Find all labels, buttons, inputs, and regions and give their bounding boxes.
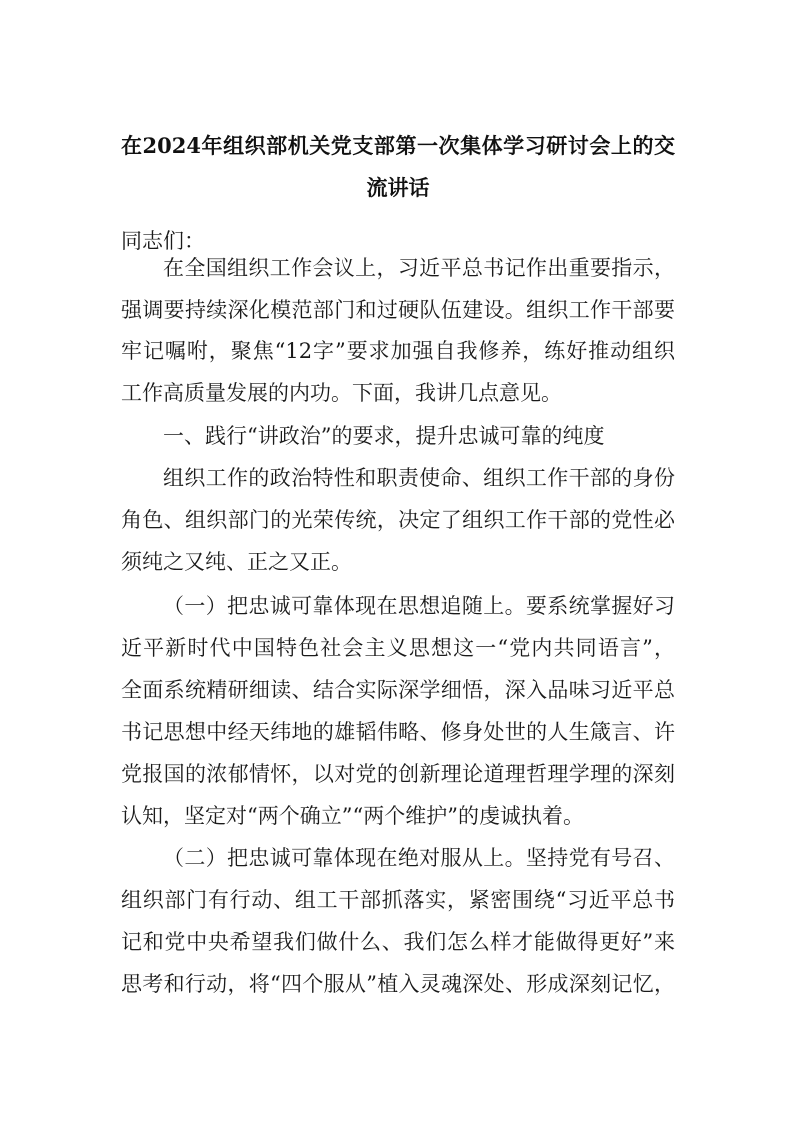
paragraph-line: （二）把忠诚可靠体现在绝对服从上。坚持党有号召、 (163, 846, 675, 870)
paragraph-line: 党报国的浓郁情怀，以对党的创新理论道理哲理学理的深刻 (121, 762, 675, 786)
paragraph-line: 角色、组织部门的光荣传统，决定了组织工作干部的党性必 (121, 508, 675, 532)
document-title-line: 在2024年组织部机关党支部第一次集体学习研讨会上的交 (121, 133, 675, 158)
salutation: 同志们： (121, 229, 205, 253)
paragraph-line: 记和党中央希望我们做什么、我们怎么样才能做得更好”来 (121, 930, 675, 954)
paragraph-line: 组织部门有行动、组工干部抓落实，紧密围绕“习近平总书 (121, 888, 675, 912)
paragraph-line: 工作高质量发展的内功。下面，我讲几点意见。 (121, 381, 562, 405)
paragraph-line: 认知，坚定对“两个确立”“两个维护”的虔诚执着。 (121, 804, 584, 828)
document-title-line: 流讲话 (366, 175, 430, 200)
paragraph-line: 全面系统精研细读、结合实际深学细悟，深入品味习近平总 (121, 678, 675, 702)
paragraph-line: 组织工作的政治特性和职责使命、组织工作干部的身份 (163, 466, 675, 490)
paragraph-line: 思考和行动，将“四个服从”植入灵魂深处、形成深刻记忆， (121, 972, 675, 996)
paragraph-line: 须纯之又纯、正之又正。 (121, 550, 352, 574)
section-heading: 一、践行“讲政治”的要求，提升忠诚可靠的纯度 (163, 424, 605, 448)
paragraph-line: （一）把忠诚可靠体现在思想追随上。要系统掌握好习 (163, 594, 675, 618)
paragraph-line: 书记思想中经天纬地的雄韬伟略、修身处世的人生箴言、许 (121, 720, 675, 744)
paragraph-line: 牢记嘱咐，聚焦“12字”要求加强自我修养，练好推动组织 (121, 339, 675, 363)
paragraph-line: 强调要持续深化模范部门和过硬队伍建设。组织工作干部要 (121, 298, 675, 322)
paragraph-line: 近平新时代中国特色社会主义思想这一“党内共同语言”， (121, 636, 675, 660)
paragraph-line: 在全国组织工作会议上，习近平总书记作出重要指示， (163, 256, 675, 280)
